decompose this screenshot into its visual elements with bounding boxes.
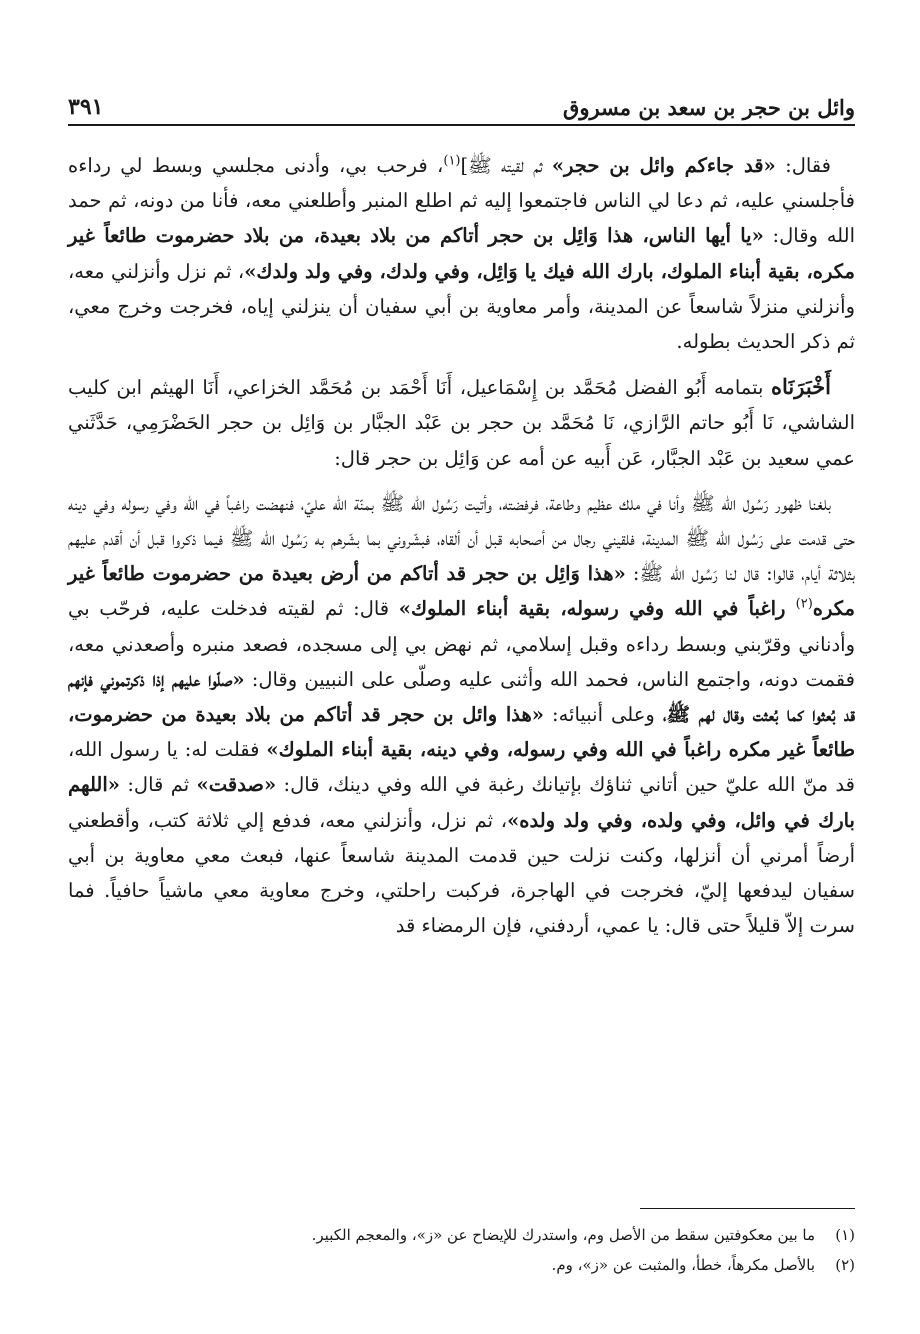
hadith-quote: «يا أيها الناس، هذا وَائِل بن حجر أتاكم من بلاد بعيدة، من بلاد حضرموت طائعاً غير مكره، بقية أبناء الملوك، بارك الله فيك يا وَائِل، وفي ولدك، وفي ولد ولدك» — [68, 224, 855, 283]
text-segment: قال: ثم لقيته فدخلت عليه، فرحّب بي وأدناني وقرّبني وبسط رداءه وقبل إسلامي، ثم نهض بي إلى مسجده، فصعد منبره وأصعدني معه، فقمت دونه، واجتمع الناس، فحمد الله وأثنى عليه وصلّى على النبيين وقال: — [68, 597, 855, 691]
footnote-text: بالأصل مكرهاً، خطأ، والمثبت عن «ز»، وم. — [551, 1256, 815, 1274]
text-segment: ، ثم نزل، وأنزلني معه، فدفع إلي ثلاثة كتب، وأقطعني أرضاً أمرني أن أنزلها، وكنت نزلت حين قدمت المدينة شاسعاً عنها، فبعث معي معاوية بن أبي سفيان ليدفعها إليّ، فخرجت في الهاجرة، فركبت راحلتي، وخرج معاوية معي ماشياً حافياً. فما سرت إلاّ قليلاً حتى قال: يا عمي، أردفني، فإن الرمضاء قد — [68, 808, 855, 938]
text-segment: ، ثم نزل وأنزلني معه، وأنزلني منزلاً شاسعاً عن المدينة، وأمر معاوية بن أبي سفيان أن ينزلني إياه، فخرجت وخرج معي، ثم ذكر الحديث بطوله. — [68, 259, 855, 354]
footnote-number: (١) — [835, 1226, 855, 1244]
text-segment: ثم قال: — [119, 773, 197, 797]
text-segment: ثم لقيته ﷺ] — [460, 154, 552, 177]
footnote-text: ما بين معكوفتين سقط من الأصل وم، واستدرك للإيضاح عن «ز»، والمعجم الكبير. — [311, 1226, 815, 1244]
hadith-quote: «هذا وَائِل بن حجر قد أتاكم من أرض بعيدة من حضرموت طائعاً غير مكره — [68, 562, 855, 621]
text-segment: بتمامه أَبُو الفضل مُحَمَّد بن إِسْمَاعيل، أَنَا أَحْمَد بن مُحَمَّد الخزاعي، أَنَا الهيثم ابن كليب الشاشي، نَا أَبُو حاتم الرَّازي، نَا مُحَمَّد بن حجر بن عَبْد الجبَّار بن وَائِل بن حجر الحَضْرَمِي، حَدَّثَني عمي سعيد بن عَبْد الجبَّار، عَن أَبيه عن أمه عن وَائِل بن حجر قال: — [68, 376, 855, 470]
hadith-quote: «صدقت» — [196, 773, 277, 797]
hadith-quote: «هذا وائل بن حجر قد أتاكم من بلاد بعيدة من حضرموت، طائعاً غير مكره راغباً في الله وفي رسوله، وفي دينه، بقية أبناء الملوك» — [68, 703, 855, 762]
hadith-quote: «صلّوا عليهم إذا ذكرتموني فإنهم قد بُعثوا كما بُعثت وقال لهم ﷺ، — [68, 667, 855, 727]
paragraph — [68, 369, 855, 476]
text-segment: فقال: — [775, 154, 831, 177]
hadith-quote: راغباً في الله وفي رسوله، بقية أبناء الملوك» — [398, 597, 796, 621]
paragraph — [68, 486, 855, 944]
footnote — [68, 1250, 855, 1280]
isnad-lead: أَخْبَرَنَاه — [771, 374, 831, 400]
running-header — [68, 82, 855, 126]
footnote-ref: (١) — [443, 153, 461, 169]
footnotes — [68, 1220, 855, 1280]
footnote-ref: (٢) — [795, 596, 813, 612]
page-number: ٣٩١ — [68, 94, 104, 120]
hadith-quote: «قد جاءكم وائل بن حجر» — [551, 154, 776, 177]
hadith-quote: «اللهم بارك في وائل، وفي ولده، وفي ولد ولده» — [68, 773, 855, 832]
text-segment: فقلت له: يا رسول الله، قد منّ الله عليّ حين أتاني ثناؤك بإتيانك رغبة في الله وفي دينك، قال: — [68, 738, 855, 797]
header-title: وائل بن حجر بن سعد بن مسروق — [563, 95, 855, 120]
footnote-number: (٢) — [835, 1256, 855, 1274]
footnote-separator — [640, 1208, 855, 1209]
paragraph — [68, 148, 855, 359]
text-segment: بلغنا ظهور رَسُول الله ﷺ وأنا في ملك عظيم وطاعة، فرفضته، وأتيت رَسُول الله ﷺ بمنّة الله عليّ، فنهضت راغباً في الله وفي رسوله وفي دينه حتى قدمت على رَسُول الله ﷺ المدينة، فلقيني رجال من أصحابه قبل أن ألقاه، فبشّروني بما بشّرهم به رَسُول الله ﷺ فيما ذكروا قبل أن أقدم عليهم بثلاثة أيام، قالوا: قال لنا رَسُول الله ﷺ: — [68, 491, 856, 586]
main-text — [68, 148, 855, 953]
text-segment: ، فرحب بي، وأدنى مجلسي وبسط لي رداءه فأجلسني عليه، ثم دعا لي الناس فاجتمعوا إليه ثم اطلع المنبر وأطلعني معه، فأنا من دونه، ثم حمد الله وقال: — [68, 154, 855, 248]
footnote — [68, 1220, 855, 1250]
text-segment: وعلى أنبيائه: — [543, 703, 663, 727]
